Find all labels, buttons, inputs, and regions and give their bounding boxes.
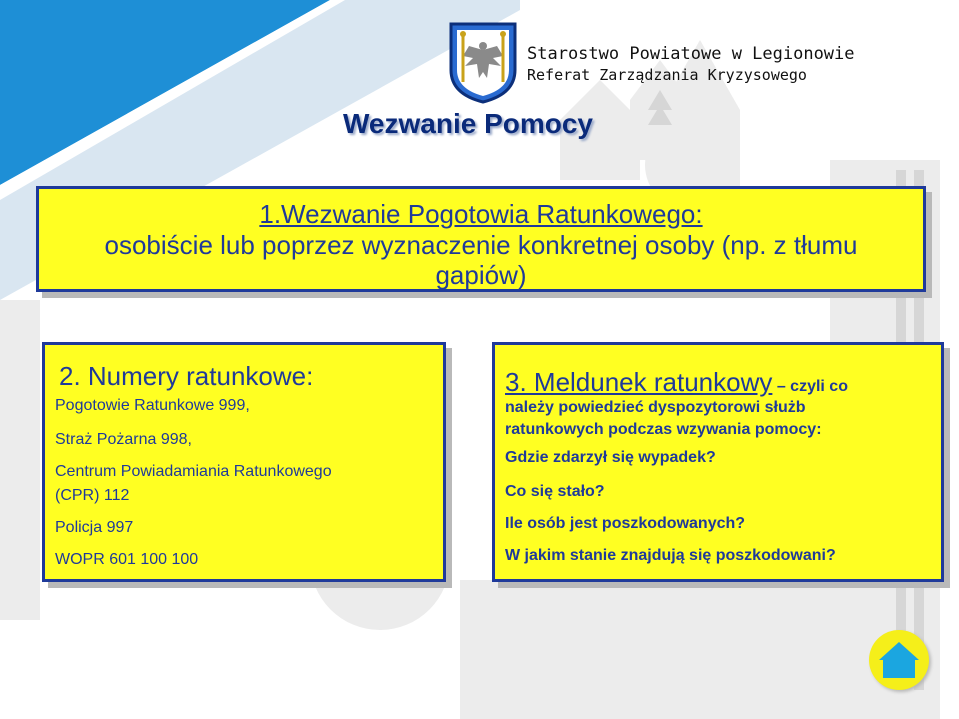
box-emergency-report-intro: należy powiedzieć dyspozytorowi służb: [505, 399, 806, 416]
emergency-number-item: Straż Pożarna 998,: [55, 431, 192, 448]
box-calling-ambulance-heading: 1.Wezwanie Pogotowia Ratunkowego:: [259, 199, 703, 229]
report-question: Ile osób jest poszkodowanych?: [505, 515, 746, 532]
report-question: Co się stało?: [505, 483, 605, 500]
coat-of-arms-logo: [449, 22, 517, 104]
box-emergency-report-heading-suffix: – czyli co: [772, 378, 848, 395]
emergency-number-item: Policja 997: [55, 519, 134, 536]
box-emergency-report-intro: ratunkowych podczas wzywania pomocy:: [505, 421, 822, 438]
box-calling-ambulance-line3: gapiów): [435, 260, 527, 290]
box-emergency-report: [492, 342, 944, 582]
org-name: Starostwo Powiatowe w Legionowie: [527, 44, 855, 64]
home-icon: [869, 630, 929, 690]
report-question: W jakim stanie znajdują się poszkodowani?: [505, 547, 836, 564]
box-emergency-numbers: [42, 342, 446, 582]
box-emergency-report-heading-row: [505, 367, 848, 398]
box-emergency-numbers-heading: 2. Numery ratunkowe:: [59, 361, 314, 391]
box-calling-ambulance-line2: osobiście lub poprzez wyznaczenie konkretnej osoby (np. z tłumu: [104, 230, 858, 260]
box-emergency-report-heading: 3. Meldunek ratunkowy: [505, 367, 773, 397]
report-question: Gdzie zdarzył się wypadek?: [505, 449, 716, 466]
org-department: Referat Zarządzania Kryzysowego: [527, 66, 807, 84]
emergency-number-item: WOPR 601 100 100: [55, 551, 199, 568]
slide-title: Wezwanie Pomocy: [343, 108, 594, 139]
emergency-number-item: Centrum Powiadamiania Ratunkowego: [55, 463, 332, 480]
emergency-number-item: Pogotowie Ratunkowe 999,: [55, 397, 250, 414]
box-calling-ambulance: [36, 186, 926, 292]
home-button[interactable]: [869, 630, 929, 690]
emergency-number-item: (CPR) 112: [55, 487, 130, 504]
